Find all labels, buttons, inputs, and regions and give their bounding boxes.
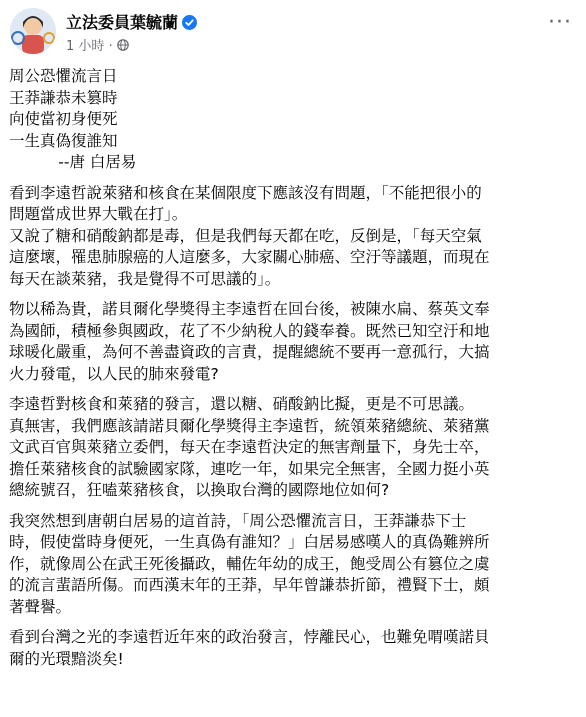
post-text-line: 真無害，我們應該請諾貝爾化學獎得主李遠哲，統領萊豬總統、萊豬黨 xyxy=(9,416,490,435)
post-text-line: 這麼壞，罹患肺腺癌的人這麼多，大家關心肺癌、空汙等議題，而現在 xyxy=(9,248,490,266)
post-text-line: 爾的光環黯淡矣! xyxy=(9,649,124,668)
post-body xyxy=(9,66,579,679)
avatar-photo xyxy=(10,8,56,54)
post-text-line: 文武百官與萊豬立委們，每天在李遠哲決定的無害劑量下，身先士卒， xyxy=(9,438,490,456)
post-text-line: 又說了糖和硝酸鈉都是毒，但是我們每天都在吃，反倒是，「每天空氣 xyxy=(9,226,482,245)
post-paragraph xyxy=(9,299,579,385)
post-text-line: 的流言蜚語所傷。而西漢末年的王莽，早年曾謙恭折節，禮賢下士，頗 xyxy=(9,576,490,594)
post-paragraph xyxy=(9,183,579,291)
post-text-line: 周公恐懼流言日 xyxy=(9,67,118,85)
post-text-line: 問題當成世界大戰在打」。 xyxy=(9,205,188,223)
post-text-line: 為國師，積極參與國政，花了不少納稅人的錢奉養。既然已知空汙和地 xyxy=(9,321,490,340)
post-text-line: 一生真偽復誰知 xyxy=(9,131,118,150)
post-text-line: 時，假使當時身便死，一生真偽有誰知？」白居易感嘆人的真偽難辨所 xyxy=(9,533,490,551)
post-paragraph xyxy=(9,66,579,174)
author-name-row xyxy=(66,10,197,33)
post-text-line: 火力發電，以人民的肺來發電? xyxy=(9,364,219,383)
post-text-line: 總統號召，狂嗑萊豬核食，以換取台灣的國際地位如何? xyxy=(9,481,390,499)
post-text-line: 看到李遠哲說萊豬和核食在某個限度下應該沒有問題，「不能把很小的 xyxy=(9,183,482,202)
post-text-line: 王莽謙恭未篡時 xyxy=(9,88,118,107)
post-text-line: 著聲譽。 xyxy=(9,597,72,616)
post-timestamp[interactable]: 1 小時 xyxy=(66,39,105,54)
post-text-line: 作，就像周公在武王死後攝政，輔佐年幼的成王，飽受周公有篡位之虞 xyxy=(9,554,490,573)
post-text-line: 看到台灣之光的李遠哲近年來的政治發言，悖離民心，也難免喟嘆諾貝 xyxy=(9,628,490,646)
post-header xyxy=(0,0,586,60)
verified-badge-icon xyxy=(182,15,197,30)
post-text-line: 我突然想到唐朝白居易的這首詩，「周公恐懼流言日，王莽謙恭下士 xyxy=(9,511,467,530)
author-name[interactable]: 立法委員葉毓蘭 xyxy=(66,13,179,32)
post-paragraph xyxy=(9,394,579,502)
meta-separator: · xyxy=(108,39,113,54)
author-avatar[interactable] xyxy=(10,8,56,54)
globe-icon[interactable] xyxy=(117,39,129,51)
post-text-line: --唐 白居易 xyxy=(9,153,137,171)
post-paragraph xyxy=(9,511,579,619)
more-options-button[interactable]: ··· xyxy=(548,10,572,35)
post-text-line: 物以稀為貴，諾貝爾化學獎得主李遠哲在回台後，被陳水扁、蔡英文奉 xyxy=(9,300,490,318)
post-text-line: 向使當初身便死 xyxy=(9,110,118,128)
post-text-line: 擔任萊豬核食的試驗國家隊，連吃一年，如果完全無害，全國力挺小英 xyxy=(9,459,490,478)
post-text-line: 球暖化嚴重，為何不善盡資政的言責，提醒總統不要再一意孤行，大搞 xyxy=(9,343,490,361)
post-text-line: 李遠哲對核食和萊豬的發言，還以糖、硝酸鈉比擬，更是不可思議。 xyxy=(9,395,475,413)
post-meta xyxy=(66,35,129,54)
post-paragraph xyxy=(9,627,579,670)
post-text-line: 每天在談萊豬，我是覺得不可思議的」。 xyxy=(9,269,281,288)
